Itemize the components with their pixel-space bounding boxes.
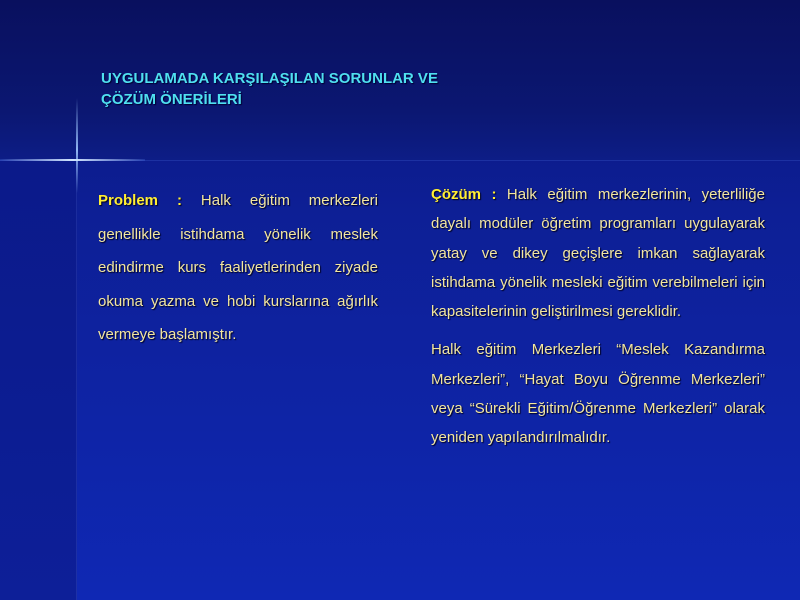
solution-paragraph-2: Halk eğitim Merkezleri “Meslek Kazandırma Merkezleri”, “Hayat Boyu Öğrenme Merkezleri” veya “Sürekli Eğitim/Öğrenme Merkezleri” olarak yeniden yapılandırılmalıdır. <box>431 341 765 447</box>
title-line-2: ÇÖZÜM ÖNERİLERİ <box>101 91 242 108</box>
problem-label: Problem : <box>98 192 182 209</box>
solution-text: Halk eğitim merkezlerinin, yeterliliğe dayalı modüler öğretim programları uygulayarak yatay ve dikey geçişlere imkan sağlayarak istihdama yönelik mesleki eğitim verebilmeleri için kapasitelerinin geliştirilmesi gereklidir. <box>431 186 765 321</box>
problem-column <box>98 184 378 352</box>
slide-title <box>101 68 701 110</box>
problem-text: Halk eğitim merkezleri genellikle istihdama yönelik meslek edindirme kurs faaliyetlerinden ziyade okuma yazma ve hobi kurslarına ağırlık vermeye başlamıştır. <box>98 192 378 343</box>
solution-label: Çözüm : <box>431 186 497 203</box>
problem-paragraph <box>98 184 378 352</box>
title-line-1: UYGULAMADA KARŞILAŞILAN SORUNLAR VE <box>101 70 438 87</box>
left-decorative-strip <box>0 160 77 600</box>
decorative-vertical-line <box>76 98 78 193</box>
solution-column <box>431 180 765 453</box>
decorative-horizontal-line <box>0 159 145 161</box>
solution-paragraph <box>431 180 765 326</box>
